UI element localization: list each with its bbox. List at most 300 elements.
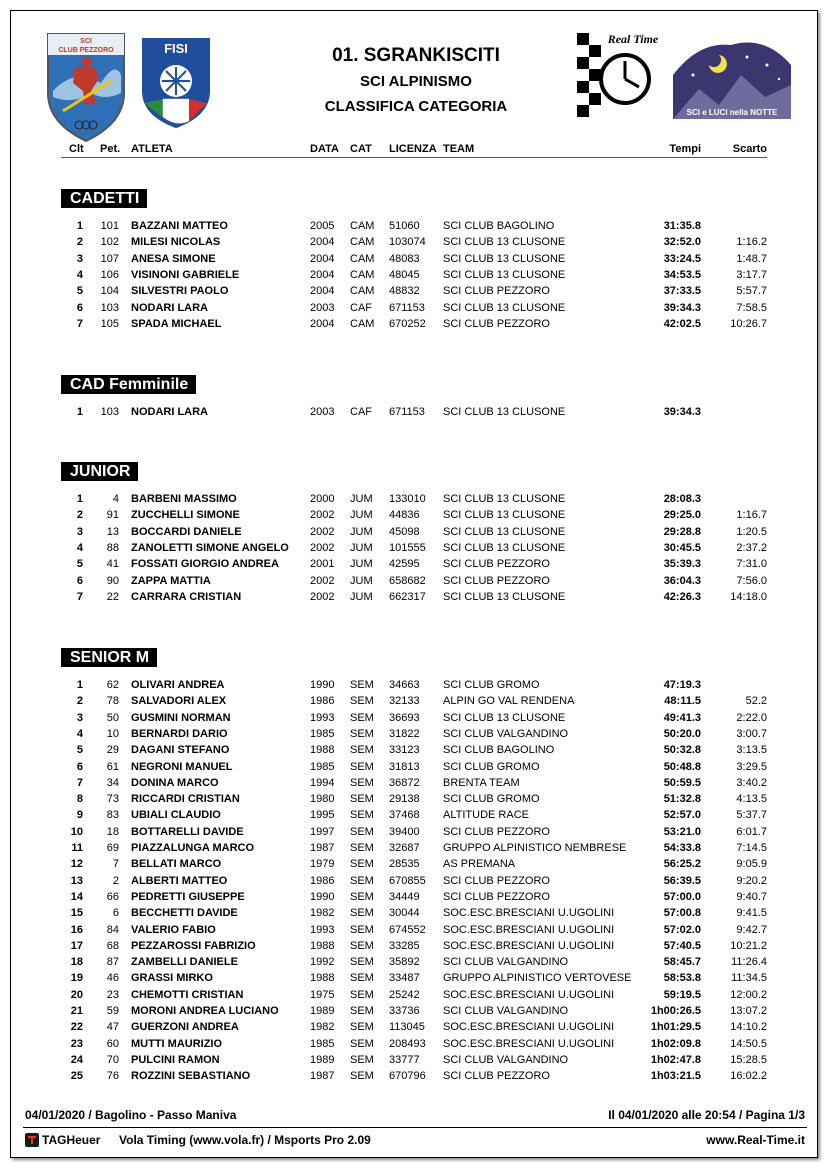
year-cell: 1986 xyxy=(310,695,335,708)
rank-cell: 16 xyxy=(70,923,83,936)
category-cell: CAM xyxy=(350,236,375,249)
gap-cell: 1:16.2 xyxy=(736,236,767,249)
time-cell: 36:04.3 xyxy=(663,574,701,587)
rank-cell: 11 xyxy=(71,842,83,854)
team-cell: SOC.ESC.BRESCIANI U.UGOLINI xyxy=(443,988,615,1001)
athlete-cell: PIAZZALUNGA MARCO xyxy=(131,842,255,854)
gap-cell: 2:22.0 xyxy=(736,711,767,724)
athlete-cell: VISINONI GABRIELE xyxy=(131,268,240,281)
athlete-cell: ALBERTI MATTEO xyxy=(131,874,228,887)
team-cell: SOC.ESC.BRESCIANI U.UGOLINI xyxy=(443,939,615,952)
gap-cell: 13:07.2 xyxy=(730,1005,767,1017)
team-cell: SCI CLUB 13 CLUSONE xyxy=(443,268,566,281)
year-cell: 1982 xyxy=(310,907,335,920)
gap-cell: 7:31.0 xyxy=(736,558,767,571)
rank-cell: 5 xyxy=(76,558,83,571)
time-cell: 47:19.3 xyxy=(663,679,701,691)
gap-cell: 1:48.7 xyxy=(736,252,767,265)
gap-cell: 9:42.7 xyxy=(736,923,767,936)
license-cell: 25242 xyxy=(389,988,420,1001)
bib-cell: 41 xyxy=(106,558,119,571)
year-cell: 1975 xyxy=(310,988,335,1001)
time-cell: 57:02.0 xyxy=(663,923,701,936)
column-header-license: LICENZA xyxy=(389,143,437,155)
category-cell: SEM xyxy=(350,956,374,969)
team-cell: SCI CLUB PEZZORO xyxy=(443,890,550,903)
team-cell: SCI CLUB GROMO xyxy=(443,793,540,806)
athlete-cell: PULCINI RAMON xyxy=(131,1053,220,1066)
time-cell: 28:08.3 xyxy=(663,493,701,505)
year-cell: 1987 xyxy=(310,1070,335,1083)
category-cell: SEM xyxy=(350,776,374,789)
bib-cell: 107 xyxy=(100,252,119,265)
category-cell: SEM xyxy=(350,923,374,936)
category-cell: SEM xyxy=(350,1053,374,1066)
gap-cell: 14:50.5 xyxy=(730,1037,767,1050)
category-cell: SEM xyxy=(350,988,374,1001)
team-cell: GRUPPO ALPINISTICO VERTOVESE xyxy=(443,972,632,985)
athlete-cell: BAZZANI MATTEO xyxy=(131,220,228,232)
column-header-athlete: ATLETA xyxy=(131,143,173,155)
team-cell: SOC.ESC.BRESCIANI U.UGOLINI xyxy=(443,907,615,920)
result-row xyxy=(11,693,819,709)
year-cell: 1992 xyxy=(310,956,335,969)
team-cell: SCI CLUB 13 CLUSONE xyxy=(443,406,566,418)
time-cell: 39:34.3 xyxy=(663,406,701,418)
team-cell: SCI CLUB VALGANDINO xyxy=(443,1053,569,1066)
category-cell: SEM xyxy=(350,972,374,985)
team-cell: SCI CLUB BAGOLINO xyxy=(443,744,555,757)
rank-cell: 4 xyxy=(76,268,83,281)
athlete-cell: ZANOLETTI SIMONE ANGELO xyxy=(131,541,289,554)
time-cell: 33:24.5 xyxy=(663,252,701,265)
athlete-cell: VALERIO FABIO xyxy=(131,923,216,936)
header-divider xyxy=(61,157,767,158)
category-cell: SEM xyxy=(350,1070,374,1083)
athlete-cell: ZUCCHELLI SIMONE xyxy=(131,509,240,522)
result-row xyxy=(11,1003,819,1019)
year-cell: 2005 xyxy=(310,220,335,232)
athlete-cell: BELLATI MARCO xyxy=(131,858,222,871)
team-cell: SOC.ESC.BRESCIANI U.UGOLINI xyxy=(443,1037,615,1050)
license-cell: 51060 xyxy=(389,220,420,232)
result-row xyxy=(11,267,819,283)
athlete-cell: CARRARA CRISTIAN xyxy=(131,590,242,603)
rank-cell: 2 xyxy=(76,509,83,522)
athlete-cell: GUSMINI NORMAN xyxy=(131,711,231,724)
year-cell: 1988 xyxy=(310,972,335,985)
bib-cell: 73 xyxy=(106,793,119,806)
result-row xyxy=(11,742,819,758)
column-header-clt: Clt xyxy=(69,143,84,155)
athlete-cell: BOTTARELLI DAVIDE xyxy=(131,825,244,838)
gap-cell: 9:40.7 xyxy=(736,890,767,903)
year-cell: 2002 xyxy=(310,574,335,587)
year-cell: 2004 xyxy=(310,317,335,330)
license-cell: 42595 xyxy=(389,558,420,571)
category-cell: SEM xyxy=(350,825,374,838)
athlete-cell: OLIVARI ANDREA xyxy=(131,679,225,691)
bib-cell: 102 xyxy=(100,236,119,249)
time-cell: 35:39.3 xyxy=(663,558,701,571)
year-cell: 1990 xyxy=(310,679,335,691)
time-cell: 58:45.7 xyxy=(663,956,701,969)
result-row xyxy=(11,251,819,267)
team-cell: BRENTA TEAM xyxy=(443,776,520,789)
bib-cell: 84 xyxy=(106,923,119,936)
gap-cell: 11:34.5 xyxy=(731,972,767,985)
rank-cell: 20 xyxy=(70,988,83,1001)
bib-cell: 91 xyxy=(106,509,119,522)
result-row xyxy=(11,1052,819,1068)
bib-cell: 68 xyxy=(106,939,119,952)
license-cell: 28535 xyxy=(389,858,420,871)
gap-cell: 9:20.2 xyxy=(736,874,767,887)
svg-text:FISI: FISI xyxy=(164,41,188,56)
year-cell: 1982 xyxy=(310,1021,335,1034)
year-cell: 2004 xyxy=(310,285,335,298)
bib-cell: 50 xyxy=(106,711,119,724)
gap-cell: 2:37.2 xyxy=(736,541,767,554)
bib-cell: 105 xyxy=(100,317,119,330)
gap-cell: 10:26.7 xyxy=(730,317,767,330)
result-row xyxy=(11,491,819,507)
athlete-cell: BERNARDI DARIO xyxy=(131,727,228,740)
license-cell: 670796 xyxy=(389,1070,426,1083)
category-cell: SEM xyxy=(350,695,374,708)
athlete-cell: SPADA MICHAEL xyxy=(131,317,222,330)
team-cell: SCI CLUB PEZZORO xyxy=(443,574,550,587)
result-row xyxy=(11,234,819,250)
column-header-cat: CAT xyxy=(350,143,372,155)
time-cell: 58:53.8 xyxy=(663,972,701,985)
license-cell: 33777 xyxy=(389,1053,420,1066)
rank-cell: 5 xyxy=(76,285,83,298)
result-row xyxy=(11,889,819,905)
bib-cell: 60 xyxy=(106,1037,119,1050)
event-title: 01. SGRANKISCITI xyxy=(332,45,500,66)
rank-cell: 6 xyxy=(76,574,83,587)
license-cell: 33123 xyxy=(389,744,420,757)
result-row xyxy=(11,300,819,316)
bib-cell: 59 xyxy=(106,1005,119,1017)
year-cell: 2001 xyxy=(310,558,335,571)
time-cell: 37:33.5 xyxy=(663,285,701,298)
athlete-cell: ZAMBELLI DANIELE xyxy=(131,956,238,969)
time-cell: 50:20.0 xyxy=(663,727,701,740)
athlete-cell: GRASSI MIRKO xyxy=(131,972,213,985)
time-cell: 57:40.5 xyxy=(663,939,701,952)
fisi-logo xyxy=(135,33,217,129)
year-cell: 1988 xyxy=(310,939,335,952)
category-cell: JUM xyxy=(350,541,373,554)
athlete-cell: GUERZONI ANDREA xyxy=(131,1021,239,1034)
result-row xyxy=(11,507,819,523)
result-row xyxy=(11,1068,819,1084)
team-cell: SCI CLUB PEZZORO xyxy=(443,874,550,887)
rank-cell: 17 xyxy=(70,939,83,952)
year-cell: 2004 xyxy=(310,236,335,249)
year-cell: 2002 xyxy=(310,541,335,554)
category-cell: CAM xyxy=(350,220,375,232)
result-row xyxy=(11,404,819,420)
gap-cell: 3:40.2 xyxy=(736,776,767,789)
time-cell: 32:52.0 xyxy=(663,236,701,249)
gap-cell: 14:10.2 xyxy=(730,1021,767,1034)
athlete-cell: PEDRETTI GIUSEPPE xyxy=(131,890,245,903)
license-cell: 32687 xyxy=(389,842,420,854)
team-cell: SCI CLUB PEZZORO xyxy=(443,1070,550,1083)
category-cell: JUM xyxy=(350,558,373,571)
year-cell: 1993 xyxy=(310,923,335,936)
bib-cell: 22 xyxy=(106,590,119,603)
time-cell: 29:28.8 xyxy=(663,525,701,538)
rank-cell: 3 xyxy=(76,711,83,724)
rank-cell: 9 xyxy=(76,809,83,822)
athlete-cell: ROZZINI SEBASTIANO xyxy=(131,1070,251,1083)
gap-cell: 7:56.0 xyxy=(736,574,767,587)
time-cell: 1h02:47.8 xyxy=(650,1053,701,1066)
athlete-cell: BECCHETTI DAVIDE xyxy=(131,907,238,920)
license-cell: 133010 xyxy=(389,493,426,505)
year-cell: 1985 xyxy=(310,1037,335,1050)
gap-cell: 3:13.5 xyxy=(736,744,767,757)
rank-cell: 1 xyxy=(76,679,83,691)
category-cell: CAF xyxy=(350,406,372,418)
section-header: SENIOR M xyxy=(61,648,157,667)
result-row xyxy=(11,726,819,742)
section-header: CADETTI xyxy=(61,189,147,208)
category-cell: JUM xyxy=(350,493,373,505)
athlete-cell: ANESA SIMONE xyxy=(131,252,216,265)
bib-cell: 104 xyxy=(100,285,119,298)
license-cell: 35892 xyxy=(389,956,420,969)
license-cell: 44836 xyxy=(389,509,420,522)
result-row xyxy=(11,840,819,856)
category-cell: CAM xyxy=(350,268,375,281)
time-cell: 53:21.0 xyxy=(663,825,701,838)
license-cell: 48045 xyxy=(389,268,420,281)
gap-cell: 14:18.0 xyxy=(730,590,767,603)
year-cell: 1994 xyxy=(310,776,335,789)
rank-cell: 24 xyxy=(70,1053,83,1066)
results-page xyxy=(10,10,818,1158)
athlete-cell: MORONI ANDREA LUCIANO xyxy=(131,1005,279,1017)
time-cell: 54:33.8 xyxy=(663,842,701,854)
time-cell: 52:57.0 xyxy=(663,809,701,822)
time-cell: 56:25.2 xyxy=(663,858,701,871)
result-row xyxy=(11,524,819,540)
rank-cell: 1 xyxy=(76,493,83,505)
year-cell: 2004 xyxy=(310,252,335,265)
svg-text:SCI e LUCI nella NOTTE: SCI e LUCI nella NOTTE xyxy=(686,108,778,117)
rank-cell: 23 xyxy=(70,1037,83,1050)
team-cell: AS PREMANA xyxy=(443,858,516,871)
gap-cell: 4:13.5 xyxy=(736,793,767,806)
team-cell: SCI CLUB 13 CLUSONE xyxy=(443,590,566,603)
license-cell: 674552 xyxy=(389,923,426,936)
time-cell: 57:00.0 xyxy=(663,890,701,903)
category-cell: CAF xyxy=(350,301,372,314)
athlete-cell: MILESI NICOLAS xyxy=(131,236,221,249)
category-cell: CAM xyxy=(350,252,375,265)
license-cell: 103074 xyxy=(389,236,426,249)
time-cell: 59:19.5 xyxy=(663,988,701,1001)
bib-cell: 23 xyxy=(106,988,119,1001)
team-cell: SCI CLUB 13 CLUSONE xyxy=(443,541,566,554)
athlete-cell: NEGRONI MANUEL xyxy=(131,760,233,773)
athlete-cell: NODARI LARA xyxy=(131,301,208,314)
bib-cell: 2 xyxy=(112,874,119,887)
team-cell: SCI CLUB VALGANDINO xyxy=(443,956,569,969)
column-header-pet: Pet. xyxy=(100,143,121,155)
bib-cell: 103 xyxy=(100,301,119,314)
category-cell: JUM xyxy=(350,525,373,538)
bib-cell: 87 xyxy=(106,956,119,969)
time-cell: 51:32.8 xyxy=(663,793,701,806)
result-row xyxy=(11,540,819,556)
year-cell: 1979 xyxy=(310,858,335,871)
year-cell: 1986 xyxy=(310,874,335,887)
time-cell: 42:02.5 xyxy=(663,317,701,330)
team-cell: SCI CLUB 13 CLUSONE xyxy=(443,236,566,249)
rank-cell: 18 xyxy=(70,956,83,969)
license-cell: 670855 xyxy=(389,874,426,887)
footer-website: www.Real-Time.it xyxy=(706,1133,805,1147)
athlete-cell: DONINA MARCO xyxy=(131,776,219,789)
section-header: CAD Femminile xyxy=(61,375,196,394)
svg-text:TAGHeuer: TAGHeuer xyxy=(42,1133,101,1147)
time-cell: 39:34.3 xyxy=(663,301,701,314)
bib-cell: 106 xyxy=(100,268,119,281)
report-type: CLASSIFICA CATEGORIA xyxy=(324,98,508,115)
license-cell: 29138 xyxy=(389,793,420,806)
rank-cell: 4 xyxy=(76,727,83,740)
category-cell: SEM xyxy=(350,1037,374,1050)
bib-cell: 76 xyxy=(106,1070,119,1083)
rank-cell: 1 xyxy=(76,220,83,232)
athlete-cell: CHEMOTTI CRISTIAN xyxy=(131,988,244,1001)
team-cell: SCI CLUB 13 CLUSONE xyxy=(443,252,566,265)
svg-text:SCI: SCI xyxy=(80,38,92,45)
license-cell: 31813 xyxy=(389,760,420,773)
sci-club-pezzoro-logo xyxy=(45,31,127,143)
team-cell: GRUPPO ALPINISTICO NEMBRESE xyxy=(443,842,627,854)
category-cell: SEM xyxy=(350,711,374,724)
athlete-cell: UBIALI CLAUDIO xyxy=(131,809,221,822)
bib-cell: 47 xyxy=(106,1021,119,1034)
athlete-cell: BARBENI MASSIMO xyxy=(131,493,237,505)
gap-cell: 9:05.9 xyxy=(736,858,767,871)
license-cell: 37468 xyxy=(389,809,420,822)
bib-cell: 66 xyxy=(106,890,119,903)
gap-cell: 5:37.7 xyxy=(736,809,767,822)
result-row xyxy=(11,987,819,1003)
event-discipline: SCI ALPINISMO xyxy=(360,73,472,90)
time-cell: 30:45.5 xyxy=(663,541,701,554)
team-cell: SOC.ESC.BRESCIANI U.UGOLINI xyxy=(443,1021,615,1034)
rank-cell: 7 xyxy=(76,317,83,330)
footer-print-info: Il 04/01/2020 alle 20:54 / Pagina 1/3 xyxy=(608,1108,805,1122)
result-row xyxy=(11,556,819,572)
team-cell: SCI CLUB PEZZORO xyxy=(443,285,550,298)
column-header-team: TEAM xyxy=(443,143,475,155)
license-cell: 662317 xyxy=(389,590,426,603)
category-cell: SEM xyxy=(350,874,374,887)
bib-cell: 61 xyxy=(106,760,119,773)
year-cell: 1993 xyxy=(310,711,335,724)
license-cell: 31822 xyxy=(389,727,420,740)
category-cell: SEM xyxy=(350,793,374,806)
gap-cell: 1:16.7 xyxy=(736,509,767,522)
time-cell: 34:53.5 xyxy=(663,268,701,281)
category-cell: CAM xyxy=(350,285,375,298)
category-cell: SEM xyxy=(350,727,374,740)
result-row xyxy=(11,791,819,807)
athlete-cell: SALVADORI ALEX xyxy=(131,695,227,708)
time-cell: 1h03:21.5 xyxy=(650,1070,701,1083)
result-row xyxy=(11,283,819,299)
athlete-cell: RICCARDI CRISTIAN xyxy=(131,793,240,806)
team-cell: SCI CLUB PEZZORO xyxy=(443,825,550,838)
bib-cell: 18 xyxy=(106,825,119,838)
license-cell: 48832 xyxy=(389,285,420,298)
team-cell: SCI CLUB 13 CLUSONE xyxy=(443,525,566,538)
bib-cell: 78 xyxy=(106,695,119,708)
time-cell: 56:39.5 xyxy=(663,874,701,887)
bib-cell: 70 xyxy=(106,1053,119,1066)
result-row xyxy=(11,677,819,693)
category-cell: SEM xyxy=(350,679,374,691)
gap-cell: 1:20.5 xyxy=(736,525,767,538)
license-cell: 671153 xyxy=(389,301,425,314)
time-cell: 50:59.5 xyxy=(663,776,701,789)
gap-cell: 7:14.5 xyxy=(736,842,767,854)
rank-cell: 1 xyxy=(76,406,83,418)
athlete-cell: SILVESTRI PAOLO xyxy=(131,285,229,298)
license-cell: 101555 xyxy=(389,541,426,554)
team-cell: SCI CLUB 13 CLUSONE xyxy=(443,509,566,522)
athlete-cell: MUTTI MAURIZIO xyxy=(131,1037,223,1050)
category-cell: SEM xyxy=(350,744,374,757)
bib-cell: 10 xyxy=(106,727,119,740)
athlete-cell: BOCCARDI DANIELE xyxy=(131,525,242,538)
result-row xyxy=(11,1036,819,1052)
gap-cell: 3:17.7 xyxy=(736,268,767,281)
bib-cell: 69 xyxy=(106,842,119,854)
team-cell: SCI CLUB GROMO xyxy=(443,760,540,773)
result-row xyxy=(11,905,819,921)
year-cell: 2003 xyxy=(310,406,335,418)
gap-cell: 3:29.5 xyxy=(736,760,767,773)
year-cell: 1985 xyxy=(310,760,335,773)
athlete-cell: FOSSATI GIORGIO ANDREA xyxy=(131,558,279,571)
team-cell: ALPIN GO VAL RENDENA xyxy=(443,695,575,708)
result-row xyxy=(11,970,819,986)
category-cell: SEM xyxy=(350,760,374,773)
result-row xyxy=(11,759,819,775)
year-cell: 1989 xyxy=(310,1053,335,1066)
license-cell: 671153 xyxy=(389,406,425,418)
result-row xyxy=(11,316,819,332)
bib-cell: 6 xyxy=(112,907,119,920)
license-cell: 45098 xyxy=(389,525,420,538)
rank-cell: 2 xyxy=(76,236,83,249)
time-cell: 57:00.8 xyxy=(663,907,701,920)
gap-cell: 10:21.2 xyxy=(730,939,767,952)
result-row xyxy=(11,573,819,589)
rank-cell: 15 xyxy=(70,907,83,920)
